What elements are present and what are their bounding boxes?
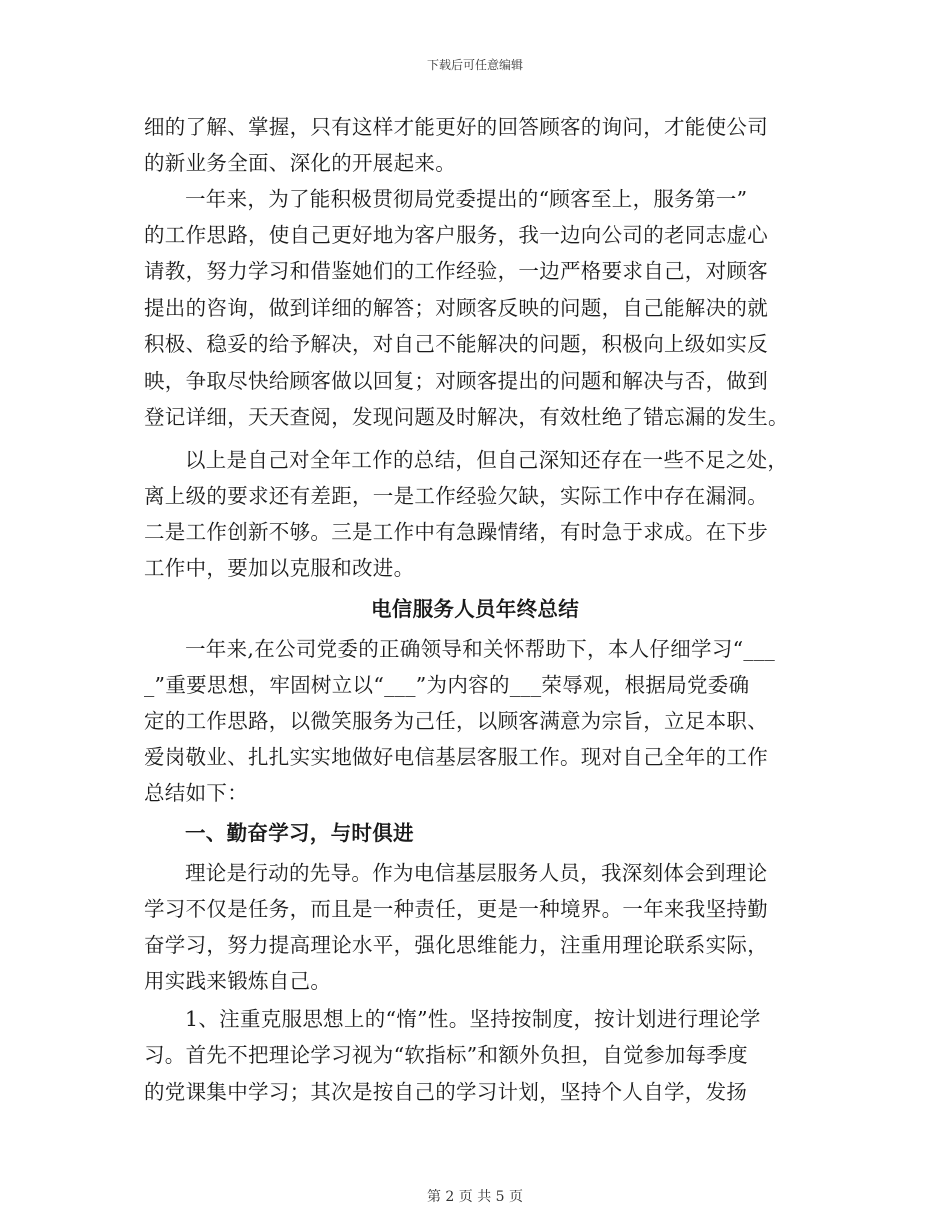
paragraph-line: 一年来,在公司党委的正确领导和关怀帮助下，本人仔细学习“___ xyxy=(185,637,776,661)
paragraph-line: _”重要思想，牢固树立以“___”为内容的___荣辱观，根据局党委确 xyxy=(144,673,750,697)
paragraph-line: 映，争取尽快给顾客做以回复；对顾客提出的问题和解决与否，做到 xyxy=(144,369,768,393)
paragraph-line: 爱岗敬业、扎扎实实地做好电信基层客服工作。现对自己全年的工作 xyxy=(144,745,768,769)
paragraph-line: 的新业务全面、深化的开展起来。 xyxy=(144,151,456,175)
page-number: 第 2 页 共 5 页 xyxy=(426,1189,524,1205)
paragraph-line: 积极、稳妥的给予解决，对自己不能解决的问题，积极向上级如实反 xyxy=(144,332,768,356)
paragraph-line: 的工作思路，使自己更好地为客户服务，我一边向公司的老同志虚心 xyxy=(144,223,768,247)
paragraph-line: 学习不仅是任务，而且是一种责任，更是一种境界。一年来我坚持勤 xyxy=(144,897,768,921)
paragraph-line: 登记详细，天天查阅，发现问题及时解决，有效杜绝了错忘漏的发生。 xyxy=(144,405,789,429)
paragraph-line: 工作中，要加以克服和改进。 xyxy=(144,556,415,580)
paragraph-line: 以上是自己对全年工作的总结，但自己深知还存在一些不足之处， xyxy=(185,448,789,472)
subsection-heading: 一、勤奋学习，与时俱进 xyxy=(185,821,414,845)
paragraph-line: 的党课集中学习；其次是按自己的学习计划，坚持个人自学，发扬 xyxy=(144,1080,748,1104)
paragraph-line: 定的工作思路，以微笑服务为己任，以顾客满意为宗旨，立足本职、 xyxy=(144,709,768,733)
paragraph-line: 1、注重克服思想上的“惰”性。坚持按制度，按计划进行理论学 xyxy=(185,1007,761,1031)
page-header-note: 下载后可任意编辑 xyxy=(426,58,523,72)
paragraph-line: 二是工作创新不够。三是工作中有急躁情绪，有时急于求成。在下步 xyxy=(144,520,768,544)
paragraph-line: 细的了解、掌握，只有这样才能更好的回答顾客的询问，才能使公司 xyxy=(144,115,768,139)
paragraph-line: 离上级的要求还有差距，一是工作经验欠缺，实际工作中存在漏洞。 xyxy=(144,484,768,508)
paragraph-line: 习。首先不把理论学习视为“软指标”和额外负担，自觉参加每季度 xyxy=(144,1043,748,1067)
paragraph-line: 理论是行动的先导。作为电信基层服务人员，我深刻体会到理论 xyxy=(185,861,768,885)
paragraph-line: 请教，努力学习和借鉴她们的工作经验，一边严格要求自己，对顾客 xyxy=(144,259,768,283)
paragraph-line: 总结如下： xyxy=(144,781,248,805)
paragraph-line: 奋学习，努力提高理论水平，强化思维能力，注重用理论联系实际， xyxy=(144,933,768,957)
section-title: 电信服务人员年终总结 xyxy=(371,597,579,621)
paragraph-line: 用实践来锻炼自己。 xyxy=(144,969,332,993)
paragraph-line: 一年来，为了能积极贯彻局党委提出的“顾客至上，服务第一” xyxy=(185,187,748,211)
paragraph-line: 提出的咨询，做到详细的解答；对顾客反映的问题，自己能解决的就 xyxy=(144,296,768,320)
